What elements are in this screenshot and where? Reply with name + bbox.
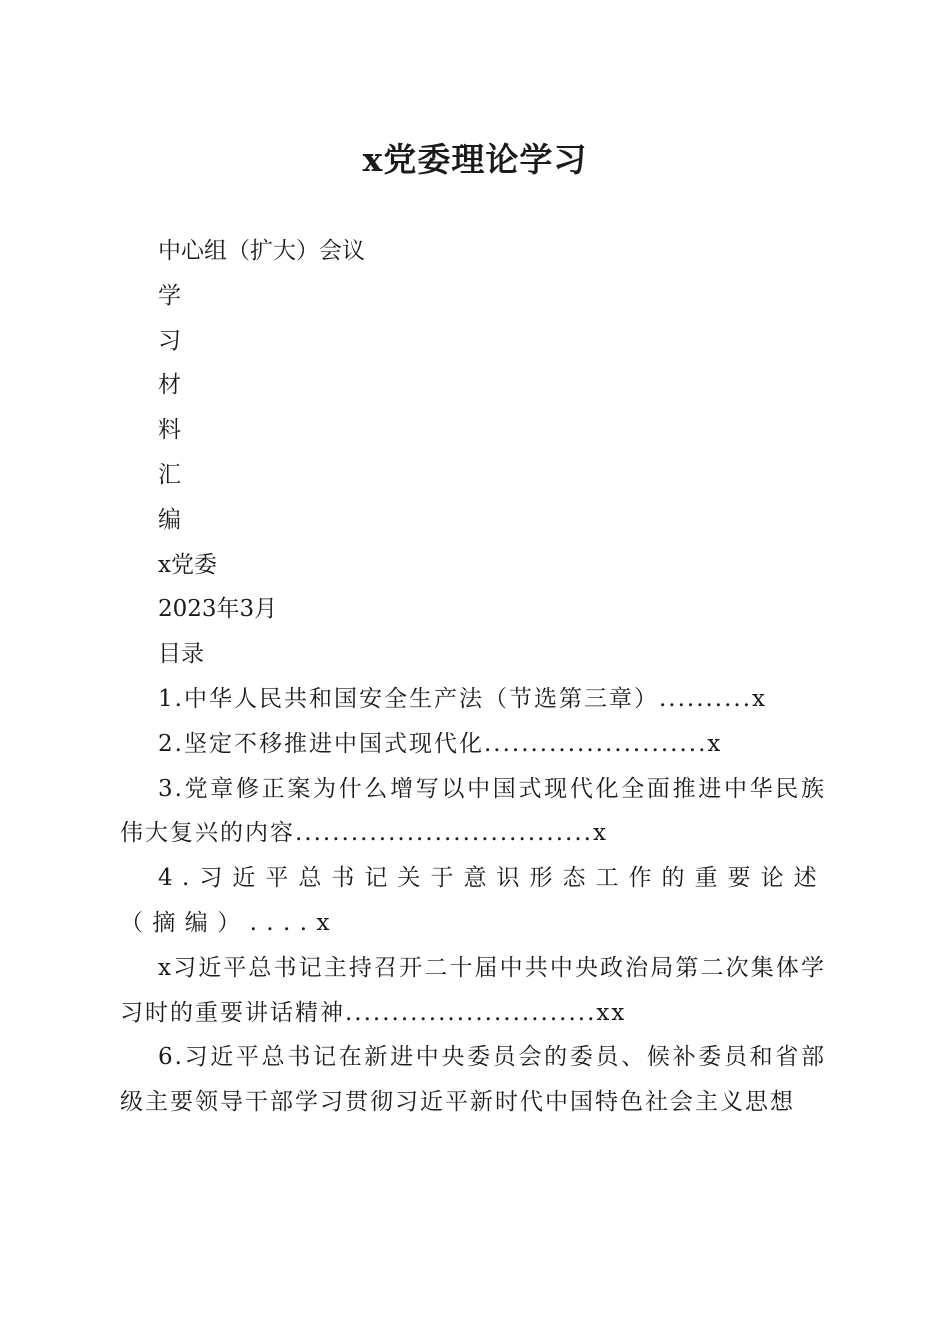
toc-item: 4.习近平总书记关于意识形态工作的重要论述（摘编）....x — [120, 865, 826, 936]
toc-item: 3.党章修正案为什么增写以中国式现代化全面推进中华民族伟大复兴的内容................................x — [120, 775, 826, 847]
toc-item: x习近平总书记主持召开二十届中共中央政治局第二次集体学习时的重要讲话精神...........................xx — [120, 954, 826, 1026]
vertical-char: 汇 — [158, 461, 181, 488]
document-title: x党委理论学习 — [362, 140, 588, 179]
document-date: 2023年3月 — [158, 596, 278, 623]
toc-item: 1.中华人民共和国安全生产法（节选第三章）..........x — [158, 685, 768, 712]
vertical-char: 材 — [158, 372, 181, 399]
vertical-char: 料 — [158, 417, 181, 444]
vertical-char: 学 — [158, 282, 181, 309]
document-body — [120, 229, 826, 1125]
vertical-char: 习 — [158, 327, 181, 354]
vertical-char: 编 — [158, 506, 181, 533]
toc-item: 6.习近平总书记在新进中央委员会的委员、候补委员和省部级主要领导干部学习贯彻习近平新时代中国特色社会主义思想 — [120, 1044, 826, 1116]
subtitle-line: 中心组（扩大）会议 — [158, 238, 365, 264]
toc-heading: 目录 — [158, 641, 204, 668]
organization-name: x党委 — [158, 551, 217, 578]
toc-item: 2.坚定不移推进中国式现代化........................x — [158, 730, 723, 757]
